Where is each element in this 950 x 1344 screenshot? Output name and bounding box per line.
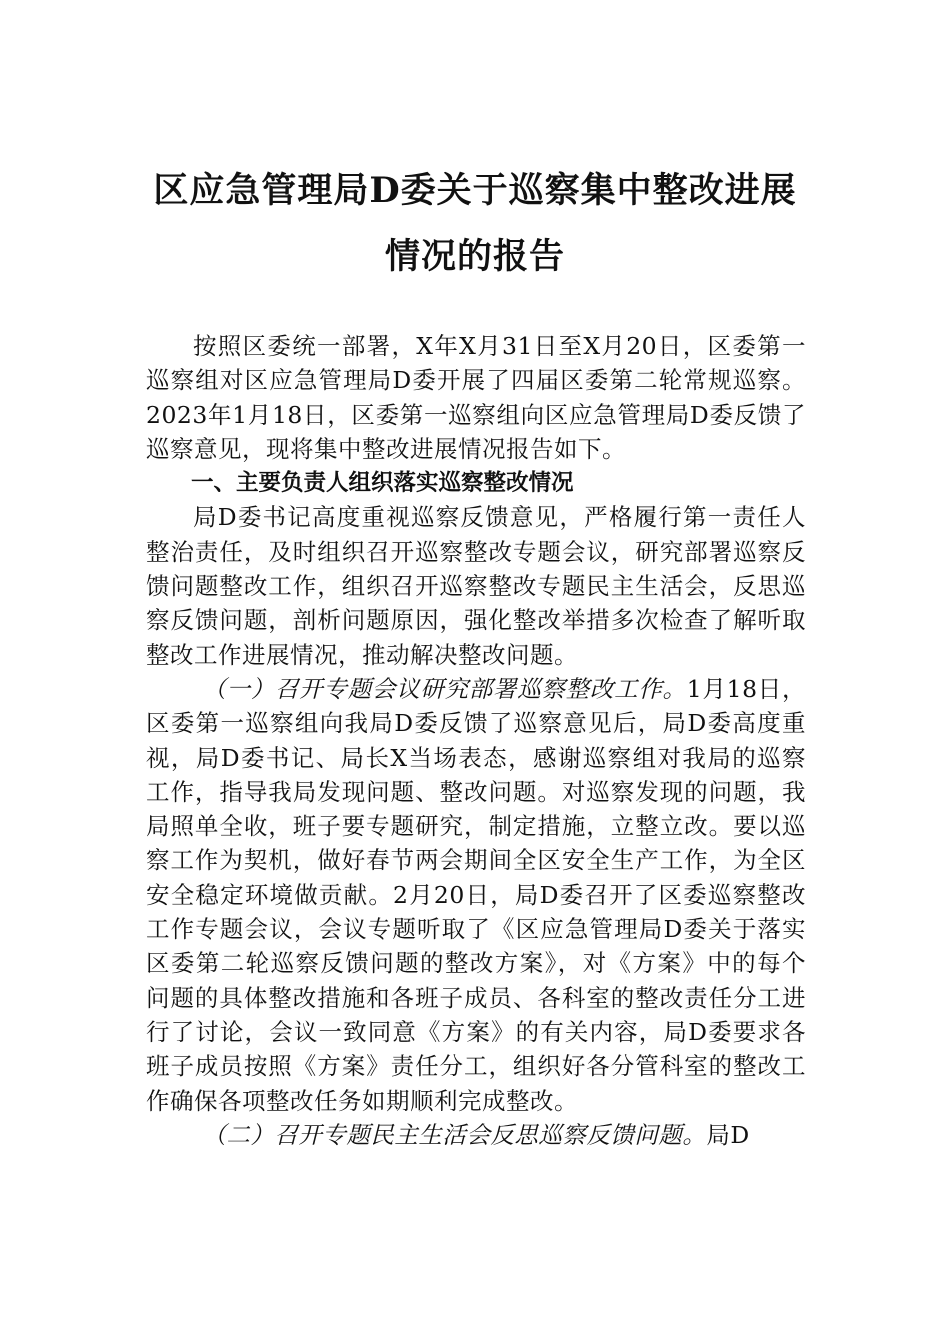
subsection-1-text: 1月18日，区委第一巡察组向我局D委反馈了巡察意见后，局D委高度重视，局D委书记、局长X当场表态，感谢巡察组对我局的巡察工作，指导我局发现问题、整改问题。对巡察发现的问题，我局照单全收，班子要专题研究，制定措施，立整立改。要以巡察工作为契机，做好春节两会期间全区安全生产工作，为全区安全稳定环境做贡献。2月20日，局D委召开了区委巡察整改工作专题会议，会议专题听取了《区应急管理局D委关于落实区委第二轮巡察反馈问题的整改方案》，对《方案》中的每个问题的具体整改措施和各班子成员、各科室的整改责任分工进行了讨论，会议一致同意《方案》的有关内容，局D委要求各班子成员按照《方案》责任分工，组织好各分管科室的整改工作确保各项整改任务如期顺利完成整改。 — [146, 674, 806, 1115]
subsection-1 — [146, 672, 806, 1118]
paragraph-1: 局D委书记高度重视巡察反馈意见，严格履行第一责任人整治责任，及时组织召开巡察整改专题会议，研究部署巡察反馈问题整改工作，组织召开巡察整改专题民主生活会，反思巡察反馈问题，剖析问题原因，强化整改举措多次检查了解听取整改工作进展情况，推动解决整改问题。 — [146, 503, 806, 669]
subsection-2-text: 局D — [706, 1120, 750, 1149]
subsection-1-heading: （一）召开专题会议研究部署巡察整改工作。 — [202, 674, 687, 703]
document-title-line-1: 区应急管理局D委关于巡察集中整改进展 — [153, 170, 797, 211]
document-title-line-2: 情况的报告 — [384, 236, 565, 277]
intro-paragraph: 按照区委统一部署，X年X月31日至X月20日，区委第一巡察组对区应急管理局D委开展了四届区委第二轮常规巡察。2023年1月18日，区委第一巡察组向区应急管理局D委反馈了巡察意见，现将集中整改进展情况报告如下。 — [146, 332, 806, 463]
document-body — [146, 329, 806, 1152]
section-heading-1: 一、主要负责人组织落实巡察整改情况 — [191, 470, 574, 497]
subsection-2 — [146, 1118, 806, 1152]
subsection-2-heading: （二）召开专题民主生活会反思巡察反馈问题。 — [202, 1120, 707, 1149]
